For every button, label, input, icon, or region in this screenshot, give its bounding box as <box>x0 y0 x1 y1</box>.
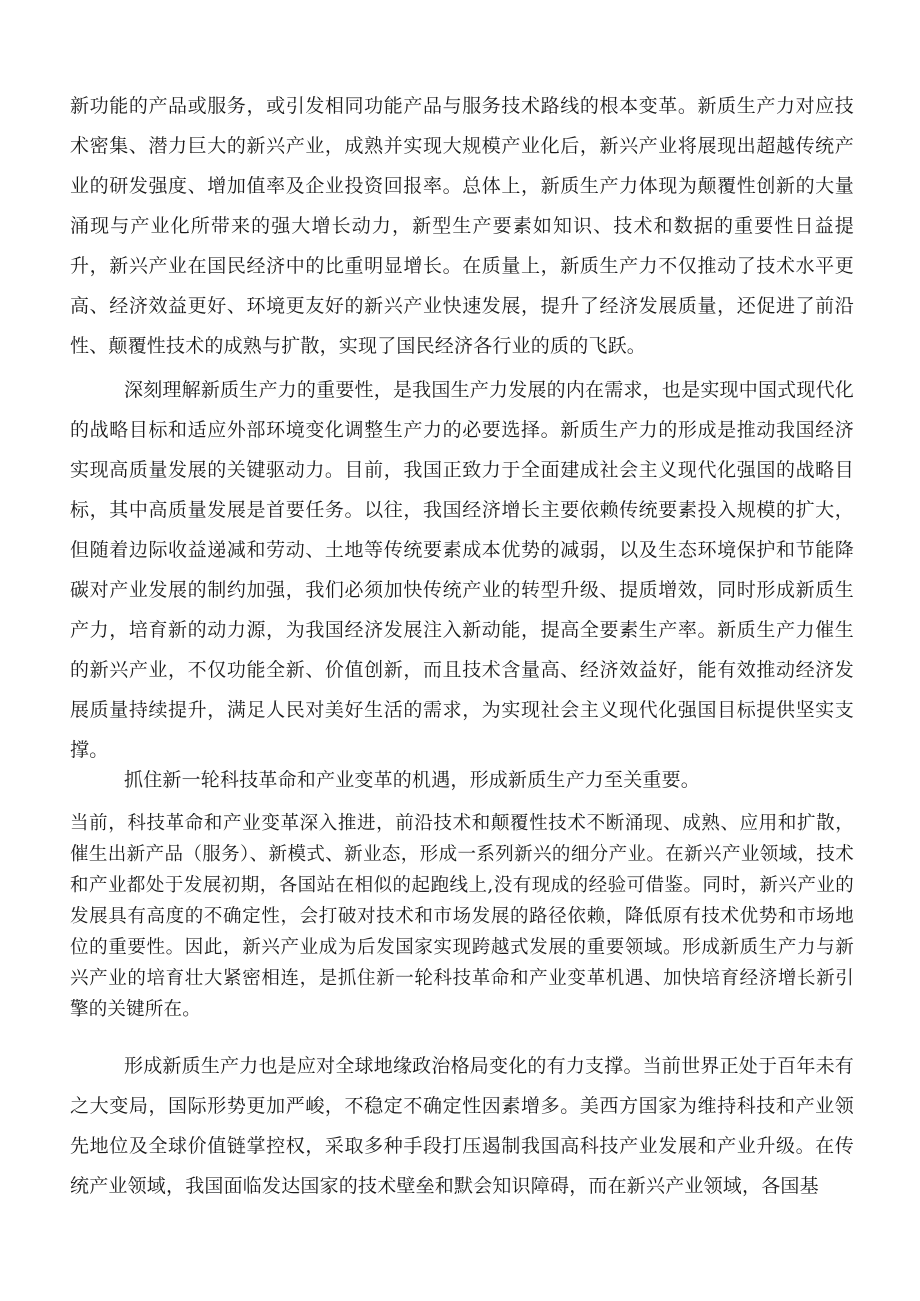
paragraph-2: 深刻理解新质生产力的重要性，是我国生产力发展的内在需求，也是实现中国式现代化的战略目标和适应外部环境变化调整生产力的必要选择。新质生产力的形成是推动我国经济实现高质量发展的关键驱动力。目前，我国正致力于全面建成社会主义现代化强国的战略目标，其中高质量发展是首要任务。以往，我国经济增长主要依赖传统要素投入规模的扩大，但随着边际收益递减和劳动、土地等传统要素成本优势的减弱，以及生态环境保护和节能降碳对产业发展的制约加强，我们必须加快传统产业的转型升级、提质增效，同时形成新质生产力，培育新的动力源，为我国经济发展注入新动能，提高全要素生产率。新质生产力催生的新兴产业，不仅功能全新、价值创新，而且技术含量高、经济效益好，能有效推动经济发展质量持续提升，满足人民对美好生活的需求，为实现社会主义现代化强国目标提供坚实支撑。 <box>70 379 854 761</box>
paragraph-4: 当前，科技革命和产业变革深入推进，前沿技术和颠覆性技术不断涌现、成熟、应用和扩散，催生出新产品（服务）、新模式、新业态，形成一系列新兴的细分产业。在新兴产业领域，技术和产业都处于发展初期，各国站在相似的起跑线上,没有现成的经验可借鉴。同时，新兴产业的发展具有高度的不确定性，会打破对技术和市场发展的路径依赖，降低原有技术优势和市场地位的重要性。因此，新兴产业成为后发国家实现跨越式发展的重要领域。形成新质生产力与新兴产业的培育壮大紧密相连，是抓住新一轮科技革命和产业变革机遇、加快培育经济增长新引擎的关键所在。 <box>70 813 854 1020</box>
paragraph-5: 形成新质生产力也是应对全球地缘政治格局变化的有力支撑。当前世界正处于百年未有之大变局，国际形势更加严峻，不稳定不确定性因素增多。美西方国家为维持科技和产业领先地位及全球价值链掌控权，采取多种手段打压遏制我国高科技产业发展和产业升级。在传统产业领域，我国面临发达国家的技术壁垒和默会知识障碍，而在新兴产业领域，各国基 <box>70 1055 854 1197</box>
paragraph-3: 抓住新一轮科技革命和产业变革的机遇，形成新质生产力至关重要。 <box>124 769 701 791</box>
paragraph-1: 新功能的产品或服务，或引发相同功能产品与服务技术路线的根本变革。新质生产力对应技术密集、潜力巨大的新兴产业，成熟并实现大规模产业化后，新兴产业将展现出超越传统产业的研发强度、增加值率及企业投资回报率。总体上，新质生产力体现为颠覆性创新的大量涌现与产业化所带来的强大增长动力，新型生产要素如知识、技术和数据的重要性日益提升，新兴产业在国民经济中的比重明显增长。在质量上，新质生产力不仅推动了技术水平更高、经济效益更好、环境更友好的新兴产业快速发展，提升了经济发展质量，还促进了前沿性、颠覆性技术的成熟与扩散，实现了国民经济各行业的质的飞跃。 <box>70 95 854 357</box>
